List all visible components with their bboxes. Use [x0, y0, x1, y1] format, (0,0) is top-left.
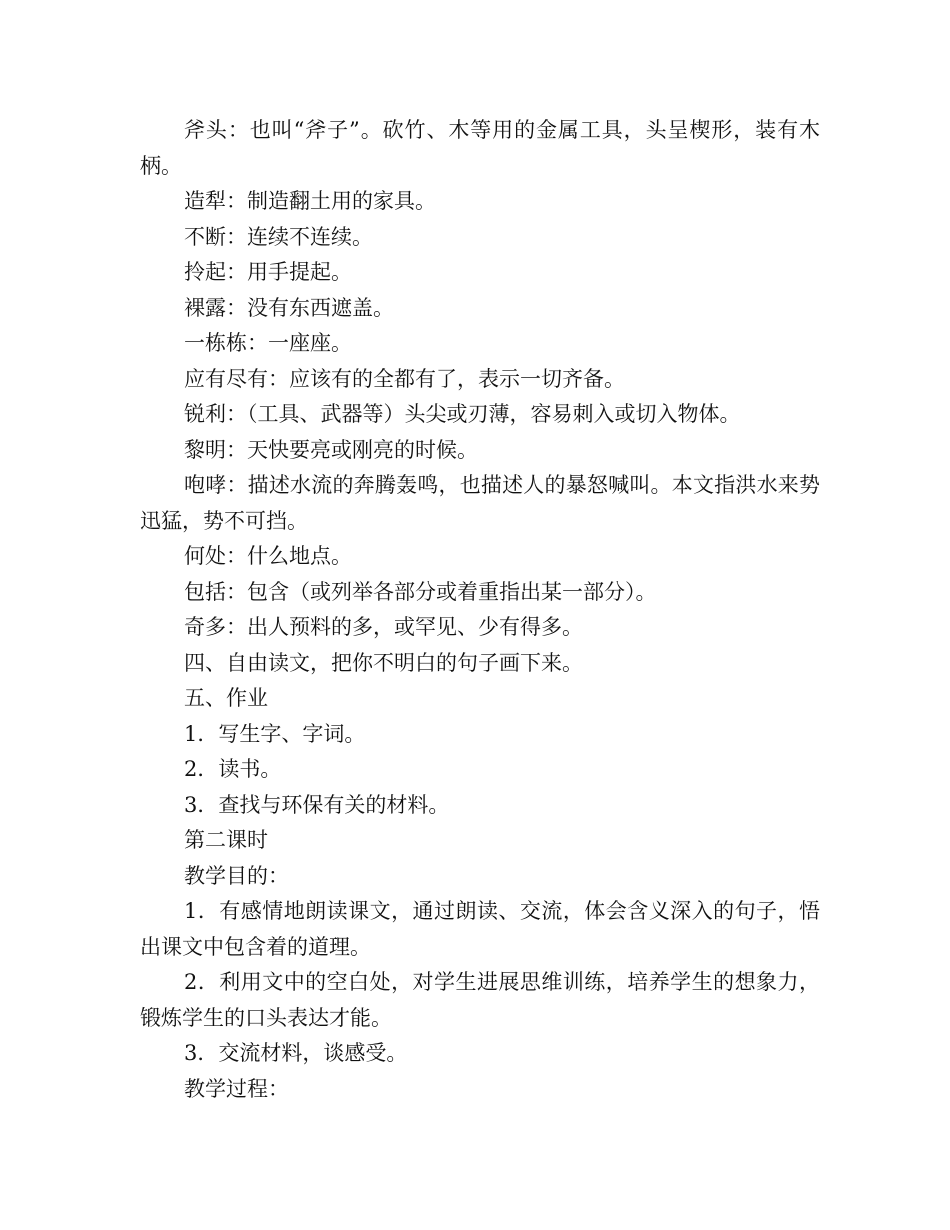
paragraph-objective-1: 1．有感情地朗读课文，通过朗读、交流，体会含义深入的句子，悟出课文中包含着的道理。 [140, 899, 820, 959]
paragraph-homework-1: 1．写生字、字词。 [184, 721, 366, 746]
paragraph-everything: 应有尽有：应该有的全都有了，表示一切齐备。 [184, 366, 625, 391]
paragraph-include: 包括：包含（或列举各部分或着重指出某一部分）。 [184, 579, 657, 604]
paragraph-homework-heading: 五、作业 [184, 686, 268, 710]
paragraph-many: 奇多：出人预料的多，或罕见、少有得多。 [184, 615, 583, 639]
paragraph-homework-3: 3．查找与环保有关的材料。 [184, 792, 450, 817]
paragraph-axe: 斧头：也叫“斧子”。砍竹、木等用的金属工具，头呈楔形，装有木柄。 [140, 118, 820, 178]
paragraph-bare: 裸露：没有东西遮盖。 [184, 295, 394, 320]
paragraph-objective-2: 2．利用文中的空白处，对学生进展思维训练，培养学生的想象力，锻炼学生的口头表达才能。 [140, 970, 820, 1030]
paragraph-where: 何处：什么地点。 [184, 544, 352, 568]
paragraph-step-four: 四、自由读文，把你不明白的句子画下来。 [184, 650, 583, 675]
paragraph-continuous: 不断：连续不连续。 [184, 224, 373, 249]
paragraph-objective-3: 3．交流材料，谈感受。 [184, 1041, 408, 1065]
paragraph-sharp: 锐利：（工具、武器等）头尖或刃薄，容易刺入或切入物体。 [184, 402, 741, 426]
paragraph-process-heading: 教学过程： [184, 1076, 289, 1101]
paragraph-objectives-heading: 教学目的： [184, 863, 289, 888]
paragraph-homework-2: 2．读书。 [184, 757, 282, 781]
paragraph-second-lesson: 第二课时 [184, 828, 268, 852]
paragraph-buildings: 一栋栋：一座座。 [184, 331, 352, 355]
document-body [140, 113, 820, 1107]
paragraph-roar: 咆哮：描述水流的奔腾轰鸣，也描述人的暴怒喊叫。本文指洪水来势迅猛，势不可挡。 [140, 473, 820, 533]
paragraph-dawn: 黎明：天快要亮或刚亮的时候。 [184, 437, 478, 462]
paragraph-lift: 拎起：用手提起。 [184, 260, 352, 284]
paragraph-plough: 造犁：制造翻土用的家具。 [184, 189, 436, 213]
